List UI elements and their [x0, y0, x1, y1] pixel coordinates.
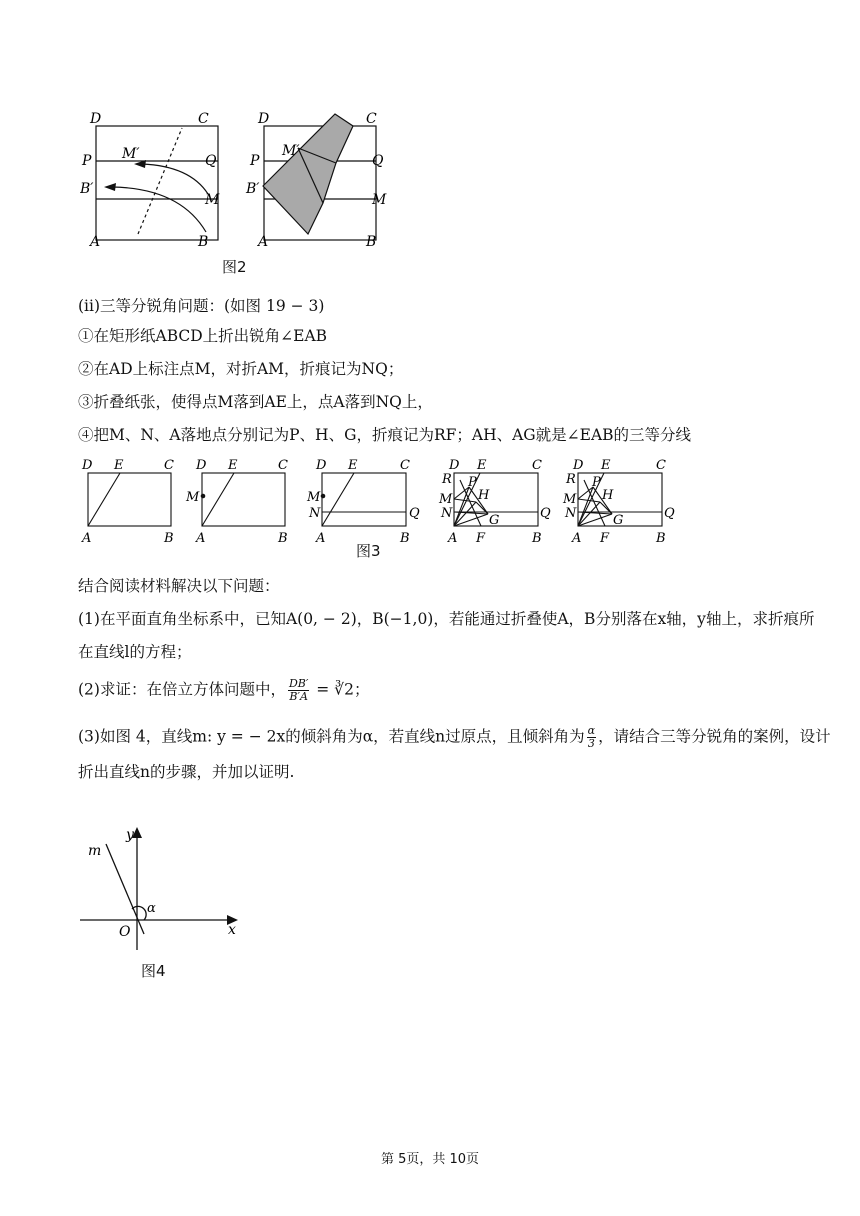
intro-line: 结合阅读材料解决以下问题：: [78, 577, 280, 595]
q1-line-2: 在直线l的方程；: [78, 643, 192, 661]
fig2-right-label-P: P: [250, 153, 260, 169]
fig3-p4-Q: Q: [540, 506, 551, 521]
fig2-left-label-Mprime: M′: [122, 146, 140, 162]
q2-suffix: = ∛2；: [311, 680, 370, 699]
fig3-p3-D: D: [316, 458, 327, 473]
step-3: ③折叠纸张，使得点M落到AE上，点A落到NQ上，: [78, 393, 433, 411]
ii-title: (ii)三等分锐角问题：(如图 19 − 3): [78, 297, 325, 315]
fig3-p4-H: H: [478, 488, 490, 503]
fig3-p3-Q: Q: [409, 506, 420, 521]
fig3-p4-B: B: [532, 531, 542, 546]
fig3-p5-A: A: [572, 531, 582, 546]
fig3-p5-N: N: [565, 506, 577, 521]
fig2-right-label-Mprime: M′: [282, 143, 300, 159]
fig3-p2-C: C: [278, 458, 288, 473]
fig3-p5-G: G: [613, 513, 624, 528]
fig3-panel-3: [322, 473, 406, 526]
fig3-p2-M: M: [186, 490, 200, 505]
fig3-p4-P: P: [468, 475, 477, 490]
fig2-left-label-D: D: [90, 111, 102, 127]
fig3-p4-N: N: [441, 506, 453, 521]
fig3-p4-E: E: [477, 458, 487, 473]
q2-fraction: [288, 678, 309, 703]
fig4-caption: 图4: [141, 962, 166, 980]
fig2-right-label-M: M: [372, 192, 387, 208]
fig4-angle-arc: [132, 906, 146, 920]
fig2-right-label-D: D: [258, 111, 270, 127]
fig3-p1-C: C: [164, 458, 174, 473]
fig3-p4-C: C: [532, 458, 542, 473]
fig3-p5-B: B: [656, 531, 666, 546]
fig2-left-label-Bprime: B′: [80, 181, 94, 197]
q3-fraction-den: 3: [587, 737, 595, 750]
fig3-p4-G: G: [489, 513, 500, 528]
q3-fraction-num: α: [587, 724, 596, 737]
fig3-p1-D: D: [82, 458, 93, 473]
fig2-right-label-A: A: [258, 234, 269, 250]
fig4-label-alpha: α: [147, 901, 156, 916]
q3-line-2: 折出直线n的步骤，并加以证明.: [78, 763, 295, 781]
fig3-point-M-3: [321, 494, 326, 499]
fig3-p5-H: H: [602, 488, 614, 503]
q2-fraction-num: DB′: [288, 677, 309, 690]
fig3-point-M-2: [201, 494, 206, 499]
fig2-right-label-Bprime: B′: [246, 181, 260, 197]
fig3-p3-B: B: [400, 531, 410, 546]
fig3-p5-P: P: [592, 475, 601, 490]
step-2: ②在AD上标注点M，对折AM，折痕记为NQ；: [78, 360, 404, 378]
fig3-panel-2: [202, 473, 285, 526]
fig4-label-O: O: [119, 924, 131, 940]
fig3-p5-M: M: [563, 492, 577, 507]
fig3-p1-E: E: [114, 458, 124, 473]
q3-prefix: (3)如图 4，直线m: y = − 2x的倾斜角为α，若直线n过原点，且倾斜角为: [78, 727, 585, 746]
fig3-p3-N: N: [309, 506, 321, 521]
page-footer: 第 5页，共 10页: [380, 1152, 480, 1167]
fig2-caption: 图2: [222, 258, 247, 276]
figure-2: [80, 108, 410, 278]
fig3-p5-R: R: [566, 472, 576, 487]
figure-3: [76, 454, 686, 554]
fig3-p5-F: F: [600, 531, 610, 546]
step-1: ①在矩形纸ABCD上折出锐角∠EAB: [78, 327, 328, 345]
fig3-panel-1: [88, 473, 171, 526]
fig2-right-label-C: C: [366, 111, 377, 127]
fig3-p4-A: A: [448, 531, 458, 546]
fig3-p1-A: A: [82, 531, 92, 546]
q2-fraction-den: B′A: [289, 690, 308, 703]
fig3-p2-B: B: [278, 531, 288, 546]
fig2-left-label-A: A: [90, 234, 101, 250]
fig2-left-label-P: P: [82, 153, 92, 169]
fig2-right-label-B: B: [366, 234, 377, 250]
fig2-left-label-Q: Q: [205, 153, 217, 169]
q3-fraction: [587, 725, 596, 750]
fig3-p4-R: R: [442, 472, 452, 487]
fig2-left-label-M: M: [205, 192, 220, 208]
fig2-arrowhead-bprime: [104, 183, 116, 191]
fig3-p2-E: E: [228, 458, 238, 473]
fig3-p4-D: D: [449, 458, 460, 473]
fig4-label-y: y: [126, 827, 134, 843]
fig4-label-m: m: [88, 843, 102, 859]
fig3-p5-D: D: [573, 458, 584, 473]
fig3-caption: 图3: [356, 542, 381, 560]
q1-line-1: (1)在平面直角坐标系中，已知A(0, − 2)，B(−1,0)，若能通过折叠使A，B分别落在x轴，y轴上，求折痕所: [78, 610, 815, 628]
fig3-p5-C: C: [656, 458, 666, 473]
q2-line: [78, 678, 369, 703]
fig3-p3-M: M: [307, 490, 321, 505]
fig2-left-diagram: [96, 126, 218, 240]
step-4: ④把M、N、A落地点分别记为P、H、G，折痕记为RF；AH、AG就是∠EAB的三等分线: [78, 426, 692, 444]
fig4-label-x: x: [228, 922, 236, 938]
fig2-left-label-B: B: [198, 234, 209, 250]
q3-suffix: ，请结合三等分锐角的案例，设计: [598, 727, 831, 746]
fig2-left-label-C: C: [198, 111, 209, 127]
figure-4: [76, 822, 256, 982]
fig3-p3-C: C: [400, 458, 410, 473]
q2-prefix: (2)求证：在倍立方体问题中，: [78, 680, 286, 699]
fig3-p2-A: A: [196, 531, 206, 546]
fig3-p5-Q: Q: [664, 506, 675, 521]
q3-line-1: [78, 725, 831, 750]
fig3-p4-M: M: [439, 492, 453, 507]
fig3-p1-B: B: [164, 531, 174, 546]
fig3-p3-E: E: [348, 458, 358, 473]
fig2-right-label-Q: Q: [372, 153, 384, 169]
fig2-folded-flap: [263, 114, 353, 234]
fig3-p2-D: D: [196, 458, 207, 473]
fig3-p3-A: A: [316, 531, 326, 546]
fig3-p4-F: F: [476, 531, 486, 546]
fig3-p5-E: E: [601, 458, 611, 473]
